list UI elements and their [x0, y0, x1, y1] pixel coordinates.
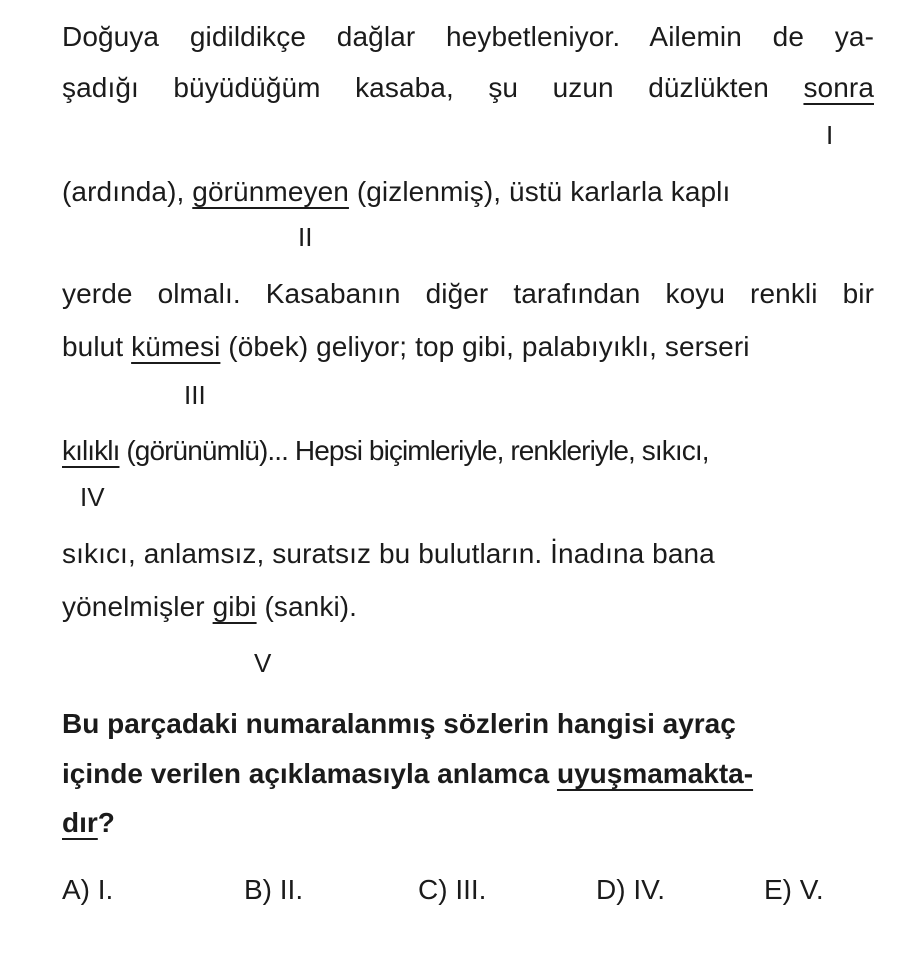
numeral-I: I	[826, 120, 834, 150]
question-underlined-suffix: dır	[62, 807, 98, 838]
passage-line-5	[62, 330, 750, 364]
passage-line-7: sıkıcı, anlamsız, suratsız bu bulutların. İnadına bana	[62, 538, 715, 569]
question-line-1: Bu parçadaki numaralanmış sözlerin hangisi ayraç	[62, 708, 736, 739]
underlined-word-II: görünmeyen	[192, 176, 349, 207]
passage-line-2	[62, 71, 874, 105]
numeral-IV: IV	[80, 482, 105, 512]
passage-text: (öbek) geliyor; top gibi, palabıyıklı, serseri	[220, 331, 750, 362]
option-d[interactable]: D) IV.	[596, 874, 665, 905]
question-line-3	[62, 806, 115, 840]
passage-line-4: yerde olmalı. Kasabanın diğer tarafından koyu renkli bir	[62, 278, 874, 309]
passage-text: (gizlenmiş), üstü karlarla kaplı	[348, 176, 731, 207]
option-c[interactable]: C) III.	[418, 874, 487, 905]
passage-text: yönelmişler	[62, 591, 213, 622]
passage-text: (görünümlü)... Hepsi biçimleriyle, renkleriyle, sıkıcı,	[119, 435, 709, 466]
numeral-II: II	[298, 222, 313, 252]
passage-text: bulut	[62, 331, 132, 362]
passage-text: şadığı büyüdüğüm kasaba, şu uzun düzlükten	[62, 72, 804, 103]
question-line-2	[62, 757, 753, 791]
passage-text: (ardında),	[62, 176, 193, 207]
passage-line-1: Doğuya gidildikçe dağlar heybetleniyor. Ailemin de ya-	[62, 21, 874, 52]
question-text: ?	[97, 807, 115, 838]
passage-text: (sanki).	[256, 591, 358, 622]
passage-line-3	[62, 175, 730, 209]
underlined-word-I: sonra	[803, 72, 874, 103]
passage-line-8	[62, 590, 357, 624]
underlined-word-IV: kılıklı	[62, 435, 120, 466]
option-a[interactable]: A) I.	[62, 874, 114, 905]
underlined-word-V: gibi	[212, 591, 257, 622]
question-underlined-word: uyuşmamakta-	[556, 758, 754, 789]
passage-line-6	[62, 434, 709, 468]
numeral-III: III	[184, 380, 206, 410]
underlined-word-III: kümesi	[131, 331, 221, 362]
option-b[interactable]: B) II.	[244, 874, 304, 905]
question-text: içinde verilen açıklamasıyla anlamca	[62, 758, 557, 789]
option-e[interactable]: E) V.	[764, 874, 824, 905]
numeral-V: V	[254, 648, 272, 678]
